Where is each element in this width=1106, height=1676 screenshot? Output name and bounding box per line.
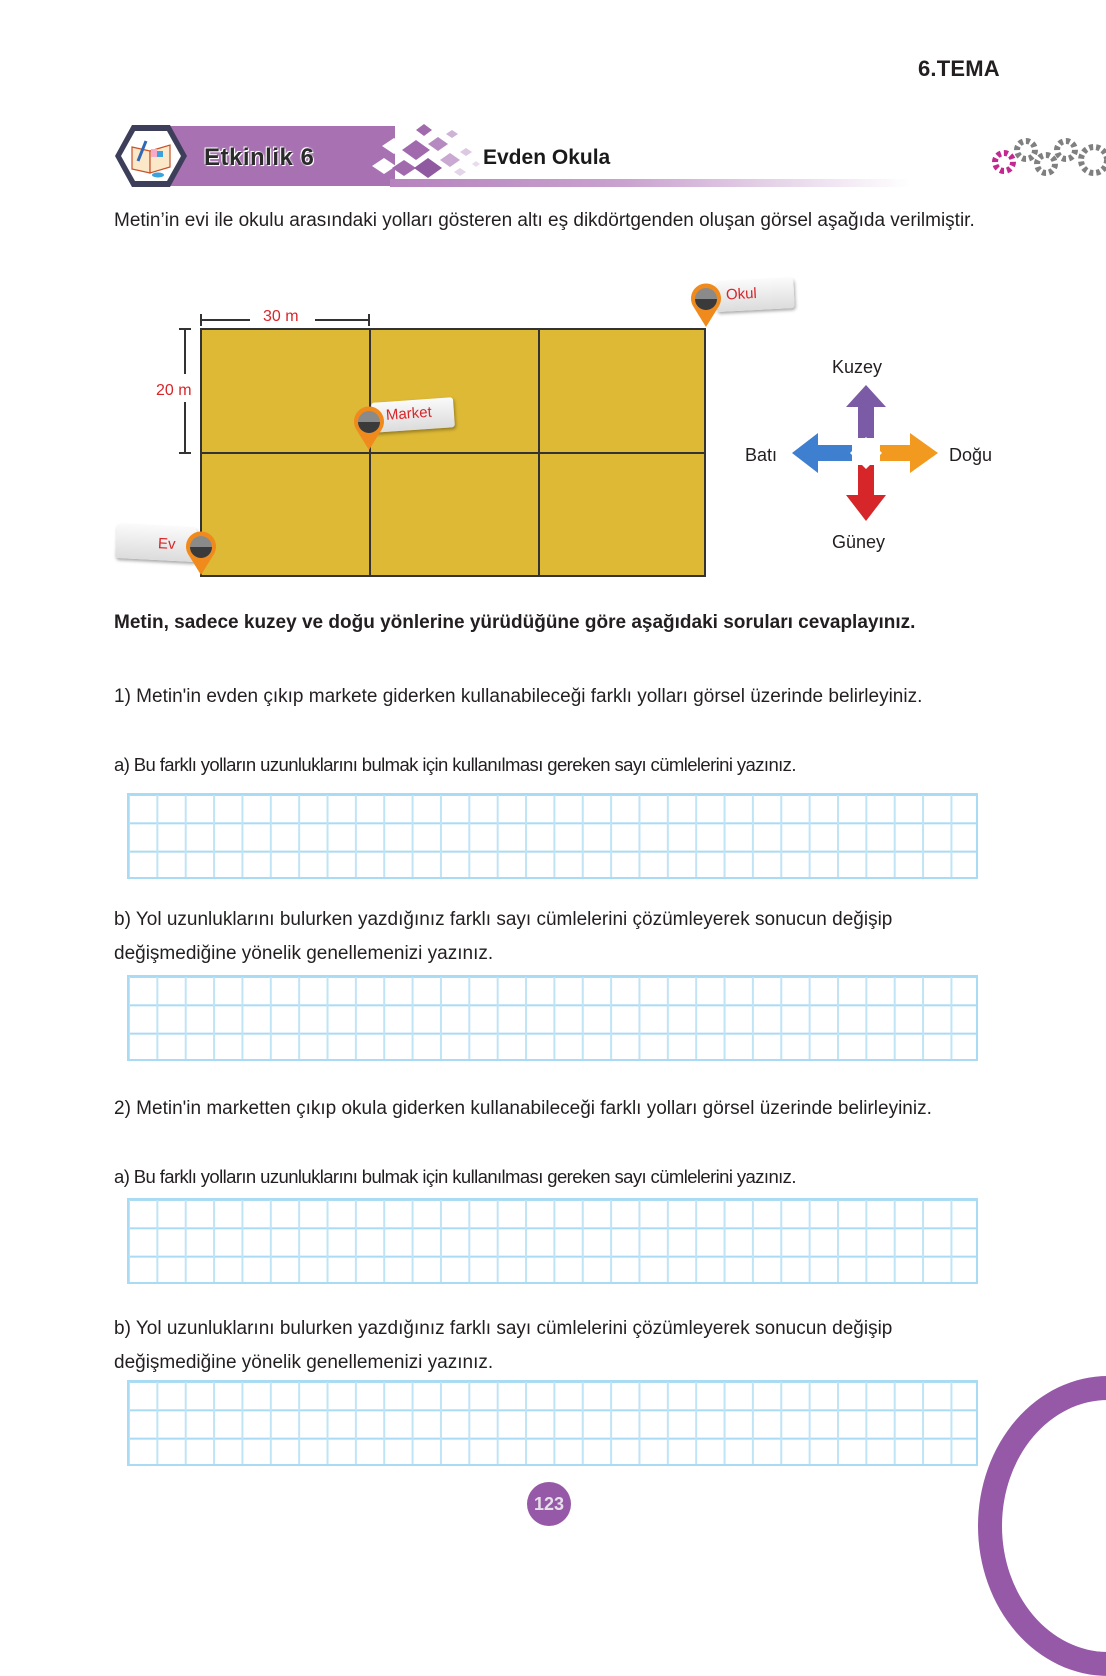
question-2a-text: a) Bu farklı yolların uzunluklarını bulmak için kullanılması gereken sayı cümlelerini yazınız. (114, 1166, 796, 1187)
compass-south-label: Güney (832, 532, 886, 552)
intro-text: Metin’in evi ile okulu arasındaki yolları gösteren altı eş dikdörtgenden oluşan görsel aşağıda verilmiştir. (114, 210, 975, 231)
compass-arrows-icon (780, 385, 950, 525)
okul-location-pin-icon[interactable] (689, 282, 723, 328)
page-number-badge: 123 (527, 1482, 571, 1526)
road-grid[interactable] (200, 328, 706, 577)
road-horizontal-1[interactable] (202, 452, 704, 454)
activity-label: Etkinlik 6 (204, 144, 315, 171)
compass-west-label: Batı (745, 445, 778, 465)
height-label: 20 m (156, 382, 192, 399)
compass-north-label: Kuzey (832, 357, 883, 377)
notebook-hexagon-icon (114, 123, 188, 189)
width-dimension (200, 310, 370, 330)
decorative-arc (978, 1376, 1106, 1676)
theme-label: 6.TEMA (918, 56, 1000, 81)
decorative-diamonds (368, 122, 488, 188)
question-1a-text: a) Bu farklı yolların uzunluklarını bulmak için kullanılması gereken sayı cümlelerini yazınız. (114, 754, 796, 775)
market-label: Market (385, 403, 433, 424)
answer-grid-1a[interactable] (127, 793, 978, 879)
question-2-prompt: 2) Metin'in marketten çıkıp okula giderken kullanabileceği farklı yolları görsel üzerinde belirleyiniz. (114, 1098, 932, 1119)
compass-east-label: Doğu (949, 445, 993, 465)
okul-label: Okul (725, 284, 758, 304)
height-dimension (150, 328, 200, 454)
answer-grid-2a[interactable] (127, 1198, 978, 1284)
activity-title: Evden Okula (483, 146, 611, 169)
width-label: 30 m (263, 308, 299, 325)
answer-grid-1b[interactable] (127, 975, 978, 1061)
question-1-prompt: 1) Metin'in evden çıkıp markete giderken kullanabileceği farklı yolları görsel üzerinde belirleyiniz. (114, 686, 923, 707)
answer-grid-2b[interactable] (127, 1380, 978, 1466)
gears-decoration-icon (990, 134, 1106, 184)
question-2b-text: b) Yol uzunluklarını bulurken yazdığınız farklı sayı cümlelerini çözümleyerek sonucun değişip değişmediğine yönelik genellemenizi yazınız. (114, 1318, 893, 1373)
question-1b-text: b) Yol uzunluklarını bulurken yazdığınız farklı sayı cümlelerini çözümleyerek sonucun değişip değişmediğine yönelik genellemenizi yazınız. (114, 909, 893, 964)
ev-location-pin-icon[interactable] (184, 530, 218, 576)
ev-label: Ev (157, 535, 176, 554)
market-location-pin-icon[interactable] (352, 405, 386, 451)
okul-tag (715, 278, 794, 312)
instruction-text: Metin, sadece kuzey ve doğu yönlerine yürüdüğüne göre aşağıdaki soruları cevaplayınız. (114, 612, 916, 633)
